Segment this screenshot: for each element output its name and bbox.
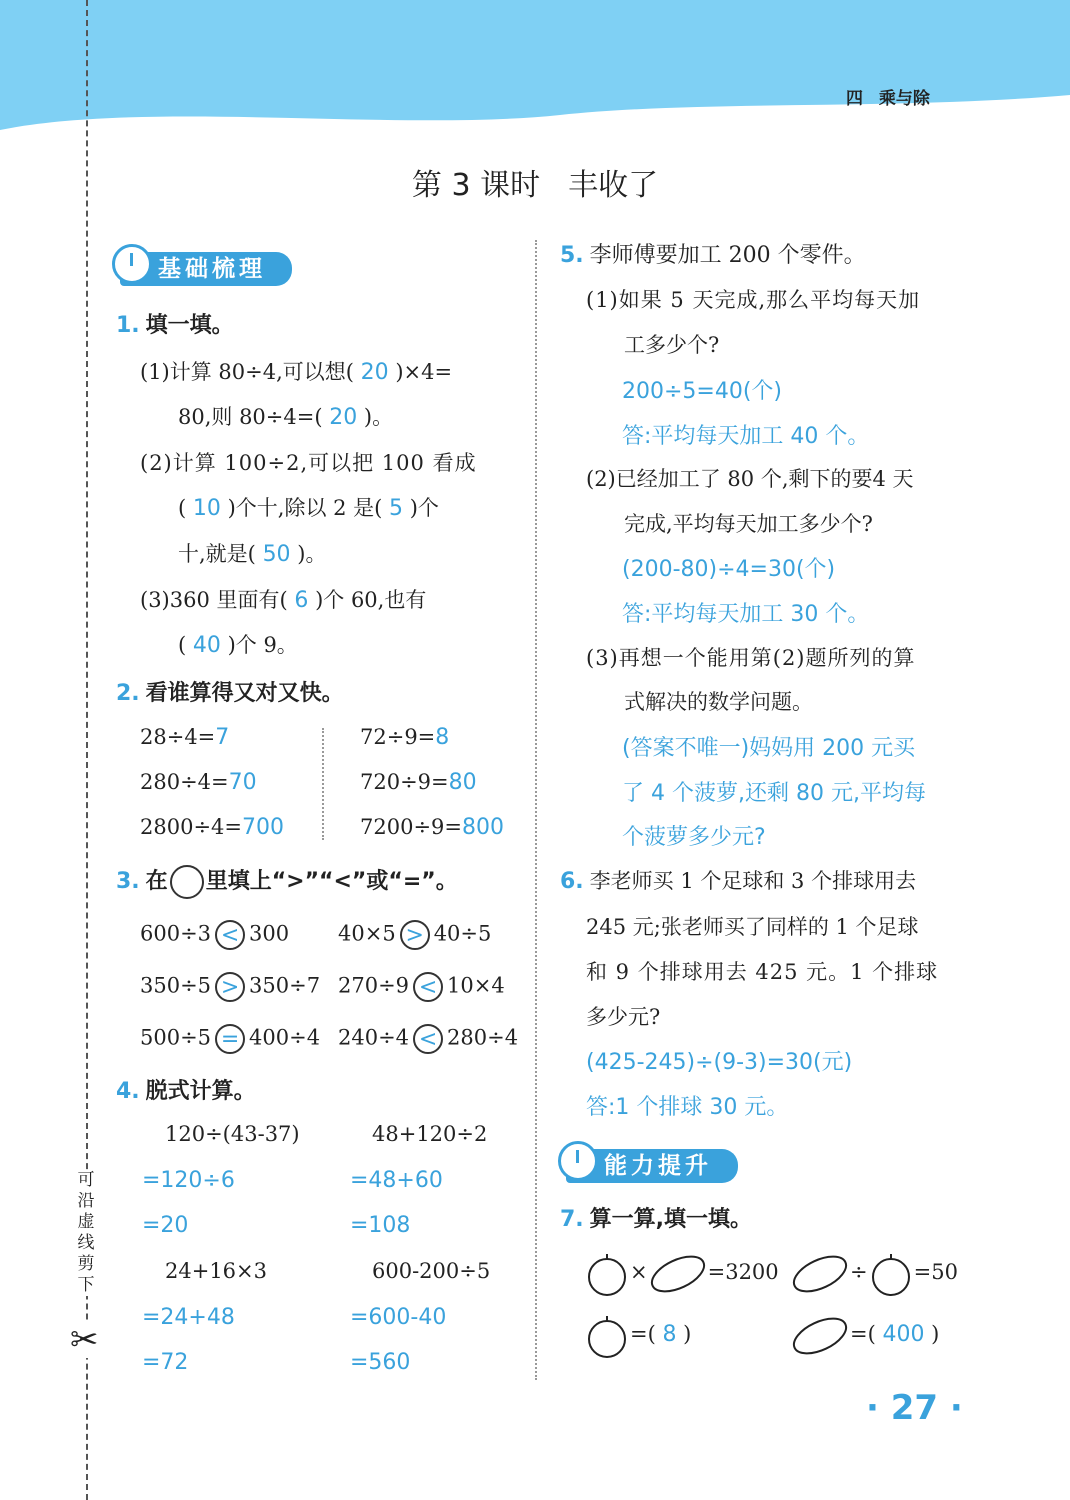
- q5-title: 5. 李师傅要加工 200 个零件。: [560, 243, 866, 268]
- q4-b-step1: =48+60: [350, 1168, 443, 1193]
- q2-left-1: 28÷4=7: [140, 725, 230, 750]
- q1-line6: (3)360 里面有( 6 )个 60,也有: [140, 588, 427, 613]
- q3-row1-a: 600÷3 < 300: [140, 921, 290, 948]
- q2-title: 2. 看谁算得又对又快。: [116, 681, 344, 706]
- apple-icon: [868, 1252, 914, 1296]
- melon-icon: [790, 1314, 850, 1358]
- scissors-icon: ✂: [70, 1320, 99, 1360]
- q2-right-1: 72÷9=8: [360, 725, 450, 750]
- q7-melon-answer: =( 400 ): [790, 1312, 939, 1356]
- q5-p2b: 完成,平均每天加工多少个?: [624, 512, 873, 536]
- q7-title: 7. 算一算,填一填。: [560, 1207, 753, 1232]
- q4-b-expr: 48+120÷2: [372, 1122, 488, 1146]
- q4-d-step2: =560: [350, 1350, 411, 1375]
- q4-title: 4. 脱式计算。: [116, 1079, 256, 1104]
- q5-p1b: 工多少个?: [624, 333, 720, 357]
- q5-p3-ans3: 个菠萝多少元?: [622, 825, 766, 850]
- q1-line3: (2)计算 100÷2,可以把 100 看成: [140, 451, 477, 475]
- q3-row3-b: 240÷4 < 280÷4: [338, 1025, 519, 1052]
- q3-row2-b: 270÷9 < 10×4: [338, 973, 505, 1000]
- apple-icon: [584, 1314, 630, 1358]
- q6-line2: 245 元;张老师买了同样的 1 个足球: [586, 915, 919, 939]
- q4-a-step2: =20: [142, 1213, 189, 1238]
- q4-a-expr: 120÷(43-37): [165, 1122, 300, 1146]
- q6-line4: 多少元?: [586, 1005, 661, 1029]
- q1-title: 1. 填一填。: [116, 313, 234, 338]
- q5-p3-ans2: 了 4 个菠萝,还剩 80 元,平均每: [622, 781, 926, 806]
- melon-icon: [648, 1252, 708, 1296]
- q5-p2a: (2)已经加工了 80 个,剩下的要4 天: [586, 467, 914, 491]
- q4-c-expr: 24+16×3: [165, 1259, 267, 1283]
- q1-line5: 十,就是( 50 )。: [178, 542, 327, 567]
- q5-p2-ans: 答:平均每天加工 30 个。: [622, 602, 870, 627]
- melon-icon: [790, 1252, 850, 1296]
- q5-p1-eq: 200÷5=40(个): [622, 379, 783, 404]
- q3-row2-a: 350÷5 > 350÷7: [140, 973, 321, 1000]
- cut-hint: 可沿虚线剪下: [74, 1170, 98, 1296]
- q4-d-expr: 600-200÷5: [372, 1259, 491, 1283]
- q1-line7: ( 40 )个 9。: [178, 633, 298, 658]
- header-wave: [0, 0, 1070, 140]
- clock-icon: [112, 244, 152, 284]
- q5-p2-eq: (200-80)÷4=30(个): [622, 557, 836, 582]
- q3-title: 3. 在 里填上“>”“<”或“=”。: [116, 864, 458, 899]
- q2-left-2: 280÷4=70: [140, 770, 257, 795]
- q2-right-3: 7200÷9=800: [360, 815, 504, 840]
- q5-p3-ans1: (答案不唯一)妈妈用 200 元买: [622, 736, 916, 761]
- q4-d-step1: =600-40: [350, 1305, 447, 1330]
- q2-left-3: 2800÷4=700: [140, 815, 284, 840]
- q5-p1a: (1)如果 5 天完成,那么平均每天加: [586, 288, 921, 312]
- q5-p3a: (3)再想一个能用第(2)题所列的算: [586, 646, 916, 670]
- q7-eq2: ÷ =50: [790, 1250, 958, 1294]
- q6-eq: (425-245)÷(9-3)=30(元): [586, 1050, 853, 1075]
- page-number: · 27 ·: [866, 1388, 963, 1428]
- q4-a-step1: =120÷6: [142, 1168, 235, 1193]
- q5-p3b: 式解决的数学问题。: [624, 690, 813, 714]
- column-divider: [535, 240, 537, 1380]
- q3-row1-b: 40×5 > 40÷5: [338, 921, 492, 948]
- q1-line1: (1)计算 80÷4,可以想( 20 )×4=: [140, 360, 453, 385]
- q5-p1-ans: 答:平均每天加工 40 个。: [622, 424, 870, 449]
- circle-placeholder-icon: [170, 865, 204, 899]
- section-advanced-badge: 能力提升: [566, 1149, 738, 1183]
- q3-row3-a: 500÷5 = 400÷4: [140, 1025, 321, 1052]
- q6-line3: 和 9 个排球用去 425 元。1 个排球: [586, 960, 939, 984]
- page-title: 第 3 课时 丰收了: [411, 168, 659, 203]
- q6-ans: 答:1 个排球 30 元。: [586, 1095, 789, 1120]
- clock-icon: [558, 1141, 598, 1181]
- q4-b-step2: =108: [350, 1213, 411, 1238]
- section-basic-badge: 基础梳理: [120, 252, 292, 286]
- q6-line1: 6. 李老师买 1 个足球和 3 个排球用去: [560, 869, 917, 894]
- apple-icon: [584, 1252, 630, 1296]
- q7-apple-answer: =( 8 ): [584, 1312, 691, 1356]
- q4-c-step2: =72: [142, 1350, 189, 1375]
- q2-right-2: 720÷9=80: [360, 770, 477, 795]
- q4-c-step1: =24+48: [142, 1305, 235, 1330]
- q1-line2: 80,则 80÷4=( 20 )。: [178, 405, 394, 430]
- q2-divider: [322, 728, 324, 840]
- unit-header: 四 乘与除: [846, 89, 930, 109]
- q1-line4: ( 10 )个十,除以 2 是( 5 )个: [178, 496, 439, 521]
- q7-eq1: × =3200: [584, 1250, 779, 1294]
